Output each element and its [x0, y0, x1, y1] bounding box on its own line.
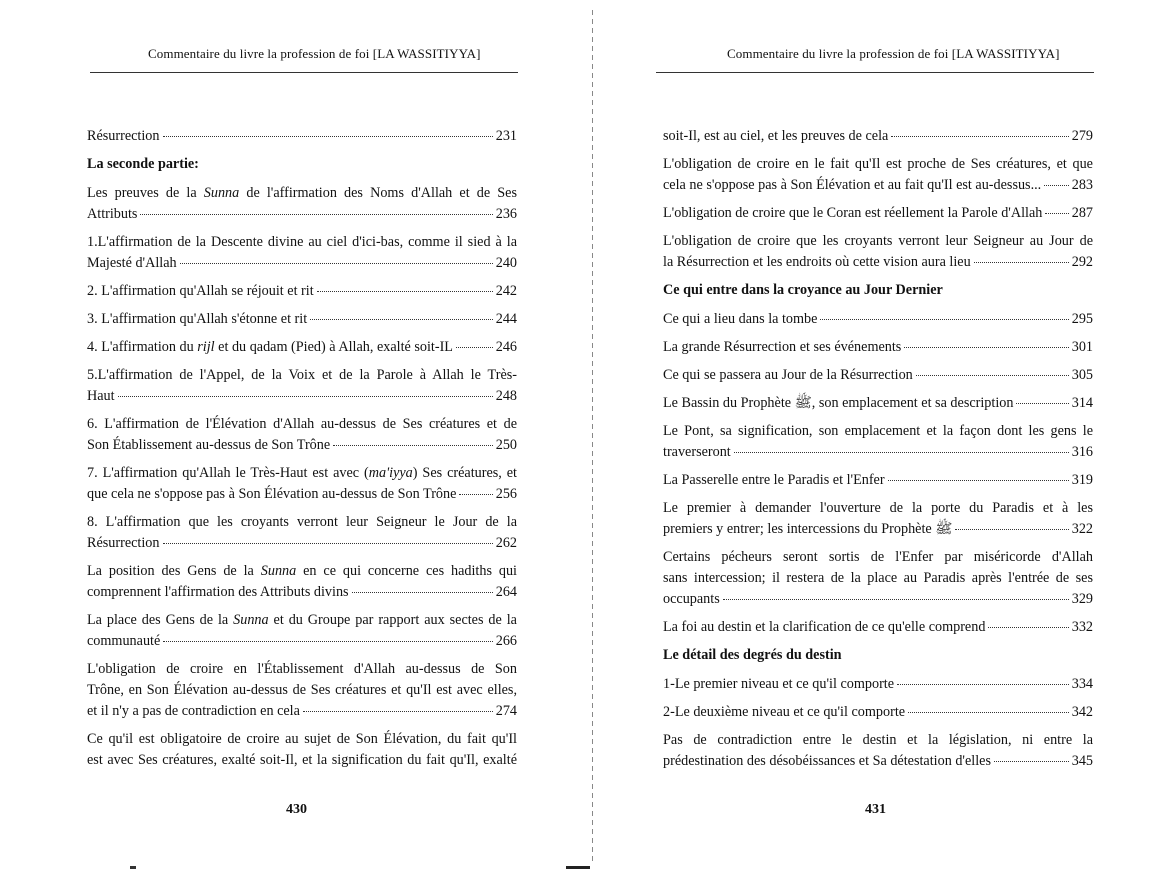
toc-entry-title: et il n'y a pas de contradiction en cela: [87, 703, 300, 719]
dot-leader: [891, 136, 1068, 137]
toc-entry-line: 8. L'affirmation que les croyants verront leur Seigneur le Jour de la: [87, 514, 517, 530]
toc-entry: [663, 674, 1093, 695]
dot-leader: [456, 347, 493, 348]
toc-entry-title: 3. L'affirmation qu'Allah s'étonne et rit: [87, 311, 308, 327]
dot-leader: [163, 136, 493, 137]
toc-page-ref: 274: [495, 703, 517, 719]
toc-entry: [663, 126, 1093, 147]
toc-entry-title: la Résurrection et les endroits où cette vision aura lieu: [663, 254, 971, 270]
toc-entry-title: prédestination des désobéissances et Sa détestation d'elles: [663, 753, 991, 769]
toc-entry: [87, 610, 517, 652]
header-rule: [656, 72, 1094, 73]
toc-entry-title: L'obligation de croire que le Coran est réellement la Parole d'Allah: [663, 205, 1043, 221]
toc-entry-line: est avec Ses créatures, exalté soit-Il, et la signification du fait qu'Il, exalté: [87, 752, 517, 768]
toc-entry: [663, 547, 1093, 610]
toc-entry: [87, 659, 517, 722]
toc-entry-title: Haut: [87, 388, 115, 404]
toc-entry: [663, 393, 1093, 414]
dot-leader: [904, 347, 1068, 348]
dot-leader: [317, 291, 493, 292]
toc-entry-line: L'obligation de croire que les croyants verront leur Seigneur au Jour de: [663, 233, 1093, 249]
toc-entry-title: 2. L'affirmation qu'Allah se réjouit et rit: [87, 283, 314, 299]
dot-leader: [916, 375, 1069, 376]
toc-page-ref: 264: [495, 584, 517, 600]
dot-leader: [163, 641, 492, 642]
dot-leader: [974, 262, 1069, 263]
running-header: Commentaire du livre la profession de foi [LA WASSITIYYA]: [727, 46, 1060, 61]
toc-page-ref: 240: [495, 255, 517, 271]
toc-page-ref: 295: [1071, 311, 1093, 327]
toc-page-ref: 345: [1071, 753, 1093, 769]
toc-entry-title: comprennent l'affirmation des Attributs divins: [87, 584, 349, 600]
toc-entry-title: soit-Il, est au ciel, et les preuves de cela: [663, 128, 889, 144]
page-number: 431: [865, 802, 886, 817]
toc-page-ref: 301: [1071, 339, 1093, 355]
dot-leader: [908, 712, 1069, 713]
toc-entry-line: Pas de contradiction entre le destin et la législation, ni entre la: [663, 732, 1093, 748]
toc-entry-title: 4. L'affirmation du rijl et du qadam (Pied) à Allah, exalté soit-IL: [87, 339, 453, 355]
toc-entry: [663, 365, 1093, 386]
table-of-contents: [87, 126, 517, 778]
dot-leader: [310, 319, 493, 320]
right-page: [582, 0, 1162, 872]
toc-page-ref: 262: [495, 535, 517, 551]
toc-page-ref: 256: [495, 486, 517, 502]
toc-entry-line: Ce qu'il est obligatoire de croire au sujet de Son Élévation, du fait qu'Il: [87, 731, 517, 747]
dot-leader: [988, 627, 1068, 628]
dot-leader: [163, 543, 493, 544]
running-header: Commentaire du livre la profession de foi [LA WASSITIYYA]: [148, 46, 481, 61]
dot-leader: [140, 214, 492, 215]
toc-entry: [663, 154, 1093, 196]
toc-entry-title: Attributs: [87, 206, 138, 222]
dot-leader: [118, 396, 493, 397]
toc-entry: [663, 421, 1093, 463]
toc-section-heading: La seconde partie:: [87, 156, 199, 172]
toc-entry-title: 1-Le premier niveau et ce qu'il comporte: [663, 676, 895, 692]
toc-entry-title: Résurrection: [87, 535, 160, 551]
toc-entry-title: occupants: [663, 591, 720, 607]
toc-entry-title: que cela ne s'oppose pas à Son Élévation au-dessus de Son Trône: [87, 486, 457, 502]
toc-entry-title: premiers y entrer; les intercessions du Prophète ﷺ: [663, 521, 953, 537]
toc-entry-title: Ce qui a lieu dans la tombe: [663, 311, 818, 327]
toc-entry: [663, 309, 1093, 330]
toc-page-ref: 231: [495, 128, 517, 144]
dot-leader: [180, 263, 493, 264]
toc-entry-title: La Passerelle entre le Paradis et l'Enfer: [663, 472, 885, 488]
toc-entry-title: communauté: [87, 633, 161, 649]
toc-entry: [663, 470, 1093, 491]
toc-page-ref: 266: [495, 633, 517, 649]
page-number: 430: [286, 802, 307, 817]
toc-entry-line: La place des Gens de la Sunna et du Groupe par rapport aux sectes de la: [87, 612, 517, 628]
toc-page-ref: 283: [1071, 177, 1093, 193]
toc-entry: [87, 281, 517, 302]
toc-entry-title: Majesté d'Allah: [87, 255, 177, 271]
toc-page-ref: 322: [1071, 521, 1093, 537]
toc-entry-title: Résurrection: [87, 128, 160, 144]
toc-section-heading: Ce qui entre dans la croyance au Jour Dernier: [663, 282, 943, 298]
toc-entry-line: Le Pont, sa signification, son emplacement et la façon dont les gens le: [663, 423, 1093, 439]
toc-page-ref: 342: [1071, 704, 1093, 720]
toc-entry: [663, 617, 1093, 638]
dot-leader: [994, 761, 1069, 762]
toc-entry: [87, 232, 517, 274]
toc-entry-title: 2-Le deuxième niveau et ce qu'il comporte: [663, 704, 906, 720]
toc-entry-line: sans intercession; il restera de la place au Paradis après l'entrée de ses: [663, 570, 1093, 586]
toc-page-ref: 319: [1071, 472, 1093, 488]
dot-leader: [459, 494, 492, 495]
toc-entry: [663, 231, 1093, 273]
toc-page-ref: 244: [495, 311, 517, 327]
toc-entry: [87, 309, 517, 330]
toc-page-ref: 279: [1071, 128, 1093, 144]
dot-leader: [1044, 185, 1068, 186]
toc-entry-line: L'obligation de croire en le fait qu'Il est proche de Ses créatures, et que: [663, 156, 1093, 172]
toc-entry: [663, 702, 1093, 723]
header-rule: [90, 72, 518, 73]
toc-page-ref: 250: [495, 437, 517, 453]
toc-entry: [663, 498, 1093, 540]
toc-page-ref: 314: [1071, 395, 1093, 411]
toc-entry: [87, 365, 517, 407]
toc-page-ref: 332: [1071, 619, 1093, 635]
toc-section-heading: Le détail des degrés du destin: [663, 647, 842, 663]
toc-entry: [87, 561, 517, 603]
toc-entry-line: La position des Gens de la Sunna en ce qui concerne ces hadiths qui: [87, 563, 517, 579]
dot-leader: [352, 592, 493, 593]
dot-leader: [333, 445, 493, 446]
toc-entry-line: Le premier à demander l'ouverture de la porte du Paradis et à les: [663, 500, 1093, 516]
toc-page-ref: 242: [495, 283, 517, 299]
toc-entry-line: Trône, en Son Élévation au-dessus de Ses créatures et qu'Il est avec elles,: [87, 682, 517, 698]
toc-entry: [87, 512, 517, 554]
toc-page-ref: 248: [495, 388, 517, 404]
toc-entry-title: Ce qui se passera au Jour de la Résurrection: [663, 367, 913, 383]
toc-entry-title: Son Établissement au-dessus de Son Trône: [87, 437, 331, 453]
toc-entry: [87, 414, 517, 456]
toc-page-ref: 329: [1071, 591, 1093, 607]
toc-entry: [87, 337, 517, 358]
toc-entry-line: 1.L'affirmation de la Descente divine au ciel d'ici-bas, comme il sied à la: [87, 234, 517, 250]
dot-leader: [734, 452, 1069, 453]
toc-page-ref: 236: [495, 206, 517, 222]
toc-entry: [663, 337, 1093, 358]
toc-entry-title: traverseront: [663, 444, 731, 460]
table-of-contents: [663, 126, 1093, 779]
toc-page-ref: 334: [1071, 676, 1093, 692]
dot-leader: [723, 599, 1069, 600]
toc-page-ref: 246: [495, 339, 517, 355]
dot-leader: [955, 529, 1068, 530]
toc-entry: [87, 729, 517, 771]
dot-leader: [820, 319, 1068, 320]
toc-entry-line: L'obligation de croire en l'Établissement d'Allah au-dessus de Son: [87, 661, 517, 677]
toc-page-ref: 316: [1071, 444, 1093, 460]
toc-entry-line: Les preuves de la Sunna de l'affirmation des Noms d'Allah et de Ses: [87, 185, 517, 201]
left-page: [0, 0, 580, 872]
toc-page-ref: 305: [1071, 367, 1093, 383]
toc-entry-title: La foi au destin et la clarification de ce qu'elle comprend: [663, 619, 986, 635]
toc-entry: [87, 463, 517, 505]
toc-entry: [87, 183, 517, 225]
dot-leader: [888, 480, 1069, 481]
toc-entry-line: 5.L'affirmation de l'Appel, de la Voix et de la Parole à Allah le Très-: [87, 367, 517, 383]
toc-entry: [663, 203, 1093, 224]
toc-entry: [663, 730, 1093, 772]
toc-entry: [87, 126, 517, 147]
dot-leader: [1045, 213, 1068, 214]
toc-page-ref: 292: [1071, 254, 1093, 270]
toc-page-ref: 287: [1071, 205, 1093, 221]
toc-entry-line: 7. L'affirmation qu'Allah le Très-Haut est avec (ma'iyya) Ses créatures, et: [87, 465, 518, 481]
toc-entry-line: Certains pécheurs seront sortis de l'Enfer par miséricorde d'Allah: [663, 549, 1093, 565]
toc-entry-title: La grande Résurrection et ses événements: [663, 339, 902, 355]
dot-leader: [897, 684, 1069, 685]
toc-entry-title: Le Bassin du Prophète ﷺ, son emplacement et sa description: [663, 395, 1014, 411]
dot-leader: [303, 711, 493, 712]
toc-entry-title: cela ne s'oppose pas à Son Élévation et au fait qu'Il est au-dessus...: [663, 177, 1042, 193]
dot-leader: [1016, 403, 1068, 404]
toc-entry-line: 6. L'affirmation de l'Élévation d'Allah au-dessus de Ses créatures et de: [87, 416, 517, 432]
